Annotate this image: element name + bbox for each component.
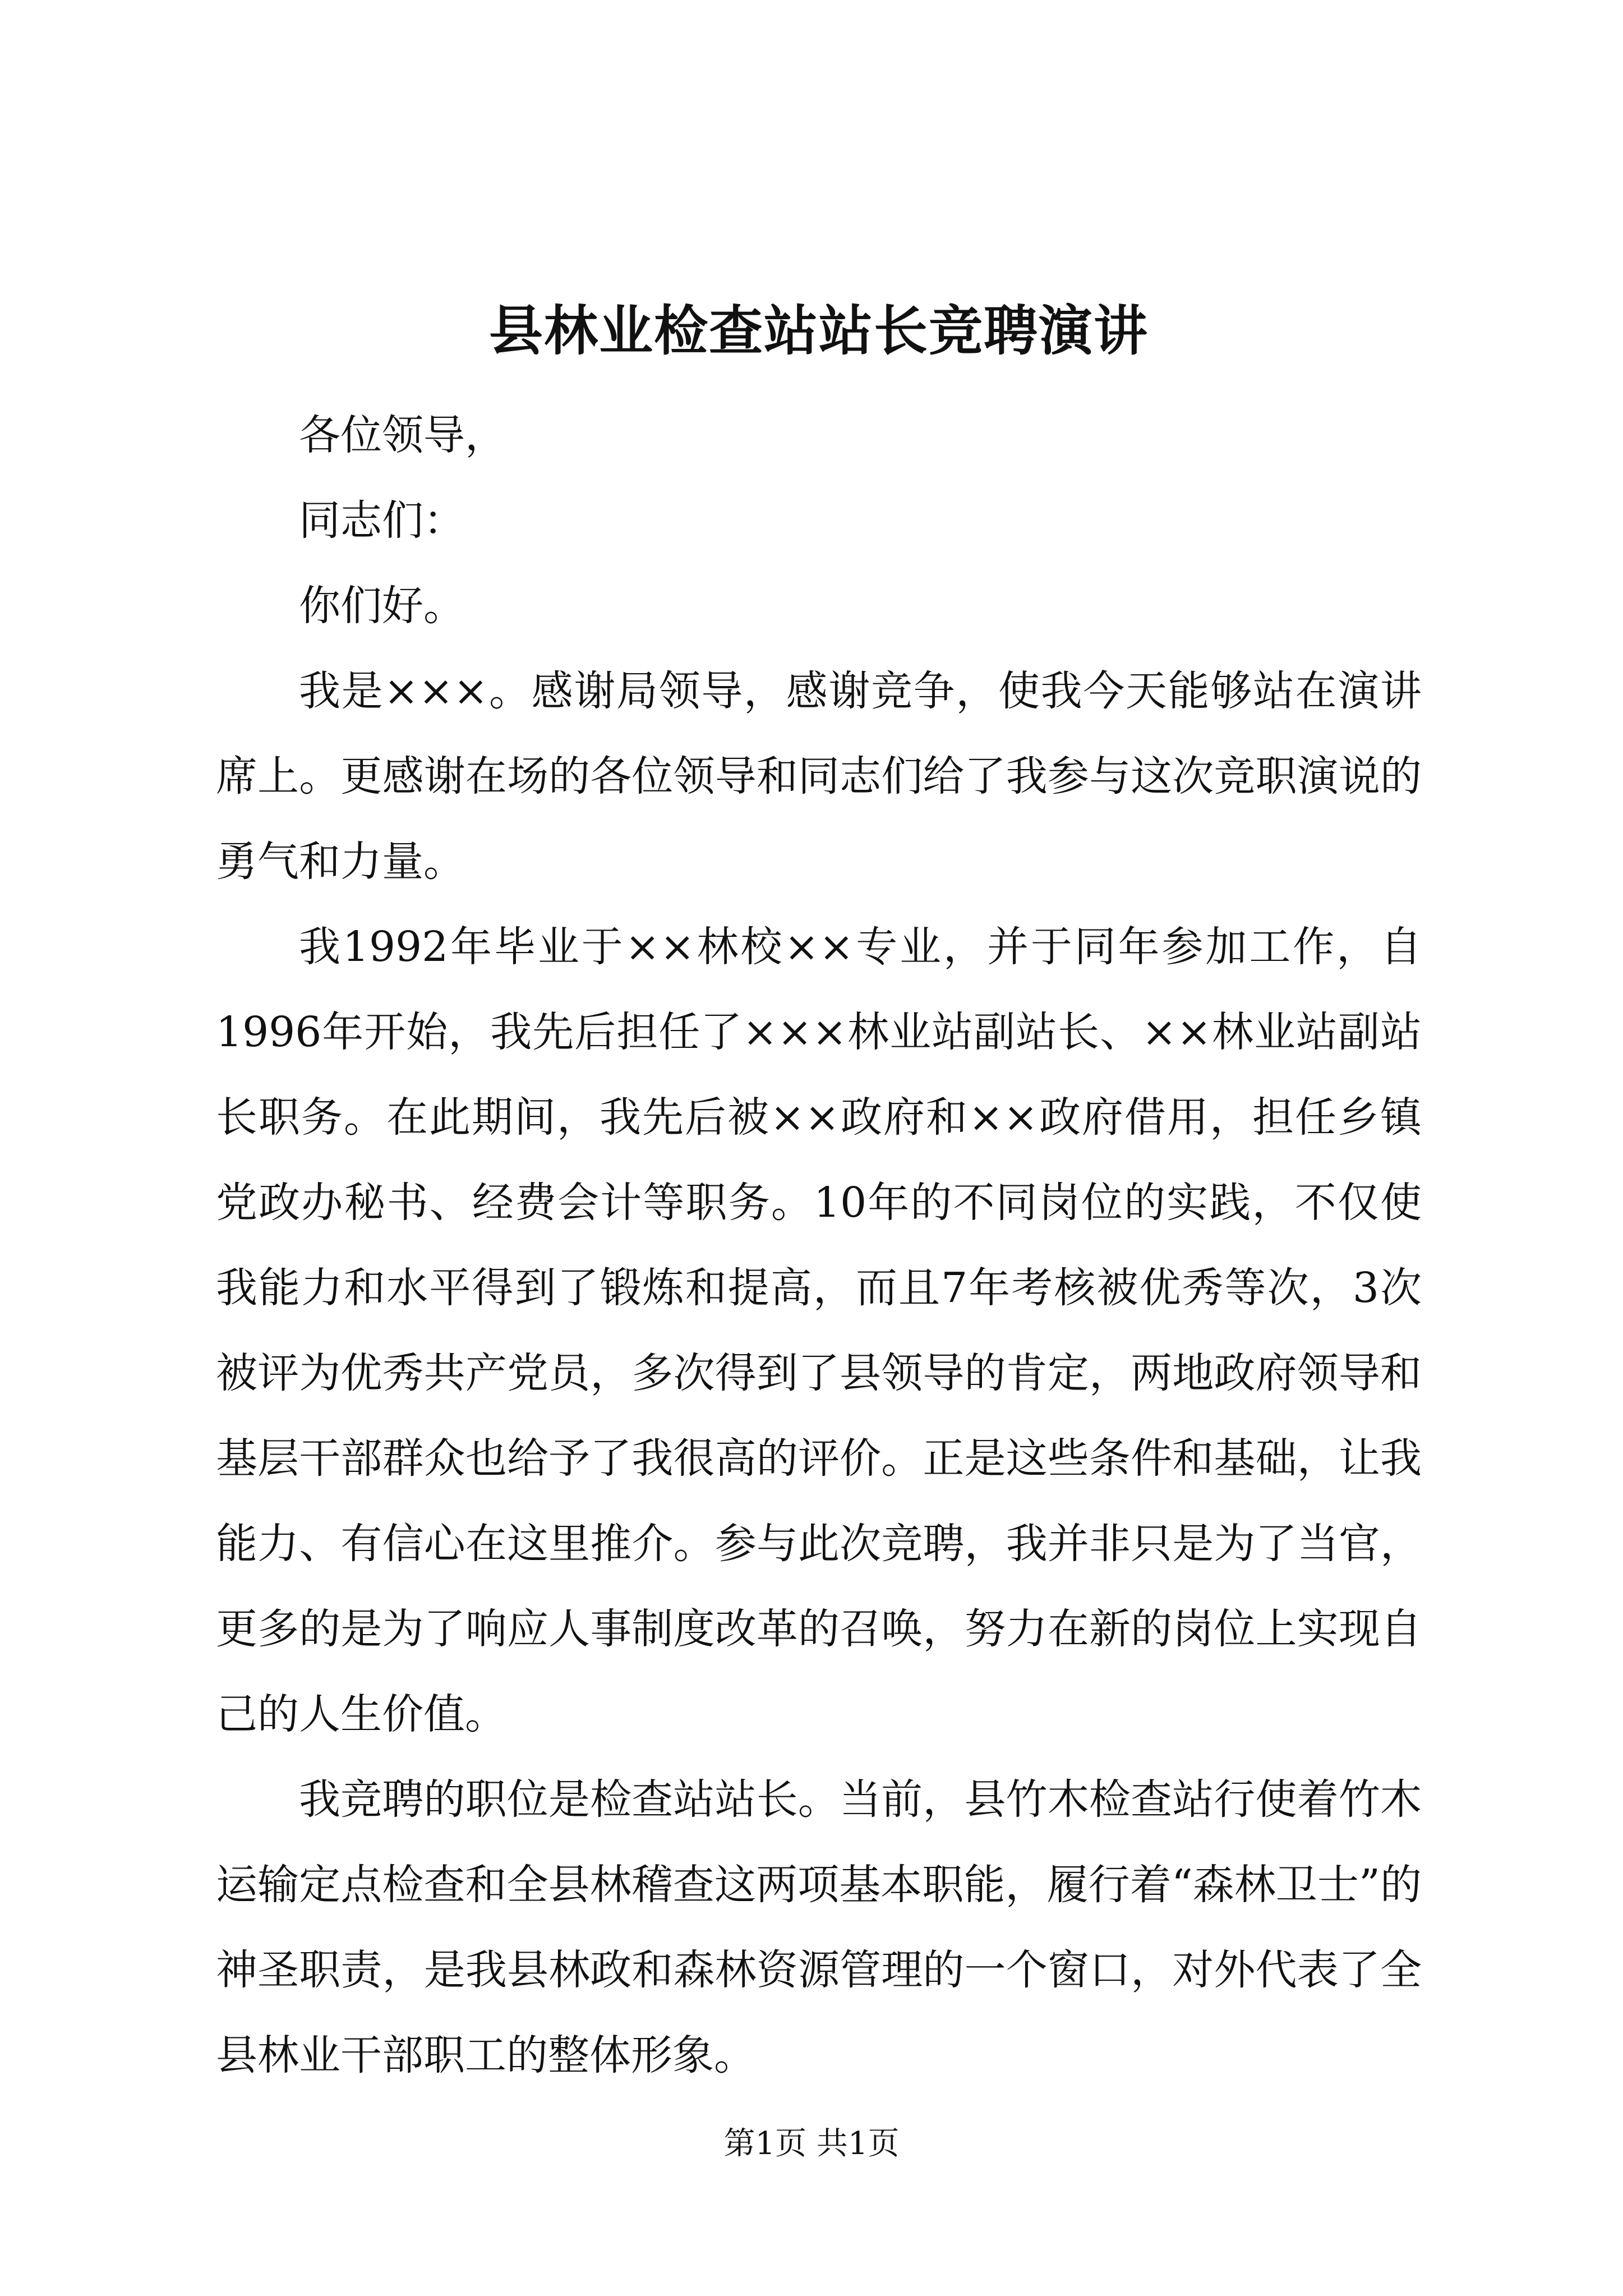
document-body (216, 292, 1422, 2098)
paragraph-position: 我竞聘的职位是检查站站长。当前，县竹木检查站行使着竹木运输定点检查和全县林稽查这两项基本职能，履行着“森林卫士”的神圣职责，是我县林政和森林资源管理的一个窗口，对外代表了全县林业干部职工的整体形象。 (216, 1775, 1422, 2079)
paragraph-background: 我1992年毕业于××林校××专业，并于同年参加工作，自1996年开始，我先后担任了×××林业站副站长、××林业站副站长职务。在此期间，我先后被××政府和××政府借用，担任乡镇党政办秘书、经费会计等职务。10年的不同岗位的实践，不仅使我能力和水平得到了锻炼和提高，而且7年考核被优秀等次，3次被评为优秀共产党员，多次得到了县领导的肯定，两地政府领导和基层干部群众也给予了我很高的评价。正是这些条件和基础，让我能力、有信心在这里推介。参与此次竞聘，我并非只是为了当官，更多的是为了响应人事制度改革的召唤，努力在新的岗位上实现自己的人生价值。 (216, 923, 1422, 1738)
document-title: 县林业检查站站长竞聘演讲 (489, 299, 1149, 362)
salutation-comrades: 同志们： (299, 496, 465, 545)
salutation-leaders: 各位领导， (299, 411, 506, 459)
greeting: 你们好。 (299, 582, 465, 630)
page-footer: 第1页 共1页 (723, 2125, 900, 2162)
paragraph-introduction: 我是×××。感谢局领导，感谢竞争，使我今天能够站在演讲席上。更感谢在场的各位领导和同志们给了我参与这次竞职演说的勇气和力量。 (216, 667, 1422, 886)
